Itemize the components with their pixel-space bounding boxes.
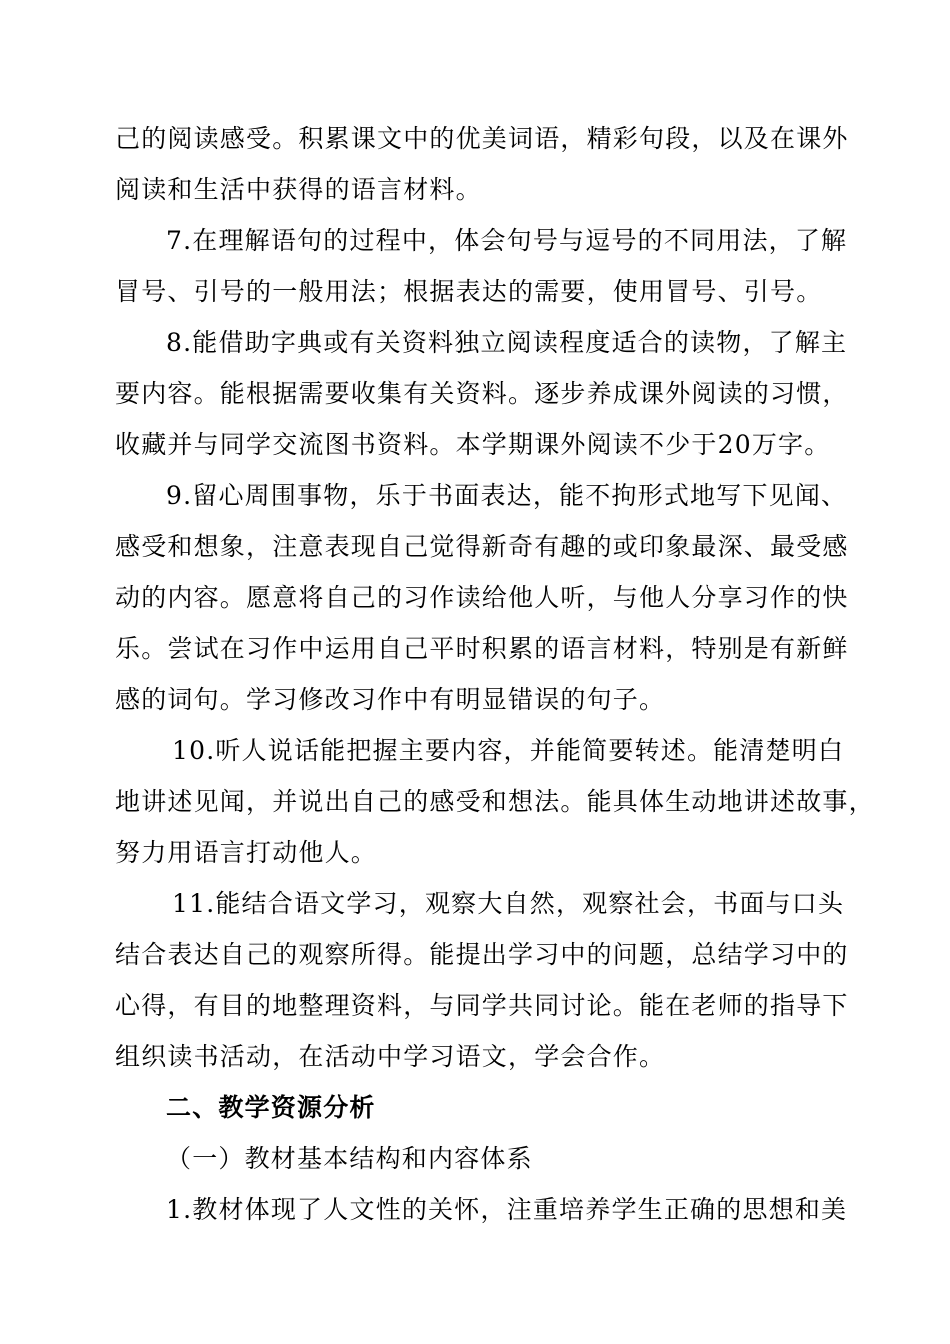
subsection-heading: （一）教材基本结构和内容体系 (166, 1144, 533, 1173)
text-line: 9.留心周围事物，乐于书面表达，能不拘形式地写下见闻、 (166, 481, 848, 510)
text-line: 结合表达自己的观察所得。能提出学习中的问题，总结学习中的 (115, 940, 849, 969)
text-line: 10.听人说话能把握主要内容，并能简要转述。能清楚明白 (172, 736, 845, 765)
text-line: 己的阅读感受。积累课文中的优美词语，精彩句段，以及在课外 (115, 124, 849, 153)
text-line: 组织读书活动，在活动中学习语文，学会合作。 (115, 1042, 666, 1071)
text-line: 乐。尝试在习作中运用自己平时积累的语言材料，特别是有新鲜 (115, 634, 849, 663)
text-line: 感的词句。学习修改习作中有明显错误的句子。 (115, 685, 666, 714)
text-line: 地讲述见闻，并说出自己的感受和想法。能具体生动地讲述故事， (115, 787, 875, 816)
text-line: 7.在理解语句的过程中，体会句号与逗号的不同用法，了解 (166, 226, 848, 255)
text-line: 1.教材体现了人文性的关怀，注重培养学生正确的思想和美 (166, 1195, 848, 1224)
text-line: 8.能借助字典或有关资料独立阅读程度适合的读物，了解主 (166, 328, 848, 357)
text-line: 动的内容。愿意将自己的习作读给他人听，与他人分享习作的快 (115, 583, 849, 612)
text-line: 要内容。能根据需要收集有关资料。逐步养成课外阅读的习惯， (115, 379, 849, 408)
text-line: 感受和想象，注意表现自己觉得新奇有趣的或印象最深、最受感 (115, 532, 849, 561)
text-line: 冒号、引号的一般用法；根据表达的需要，使用冒号、引号。 (115, 277, 823, 306)
text-line: 收藏并与同学交流图书资料。本学期课外阅读不少于20万字。 (115, 430, 831, 459)
text-line: 阅读和生活中获得的语言材料。 (115, 175, 482, 204)
section-heading: 二、教学资源分析 (166, 1093, 376, 1122)
text-line: 努力用语言打动他人。 (115, 838, 378, 867)
text-line: 11.能结合语文学习，观察大自然，观察社会，书面与口头 (172, 889, 845, 918)
text-line: 心得，有目的地整理资料，与同学共同讨论。能在老师的指导下 (115, 991, 849, 1020)
